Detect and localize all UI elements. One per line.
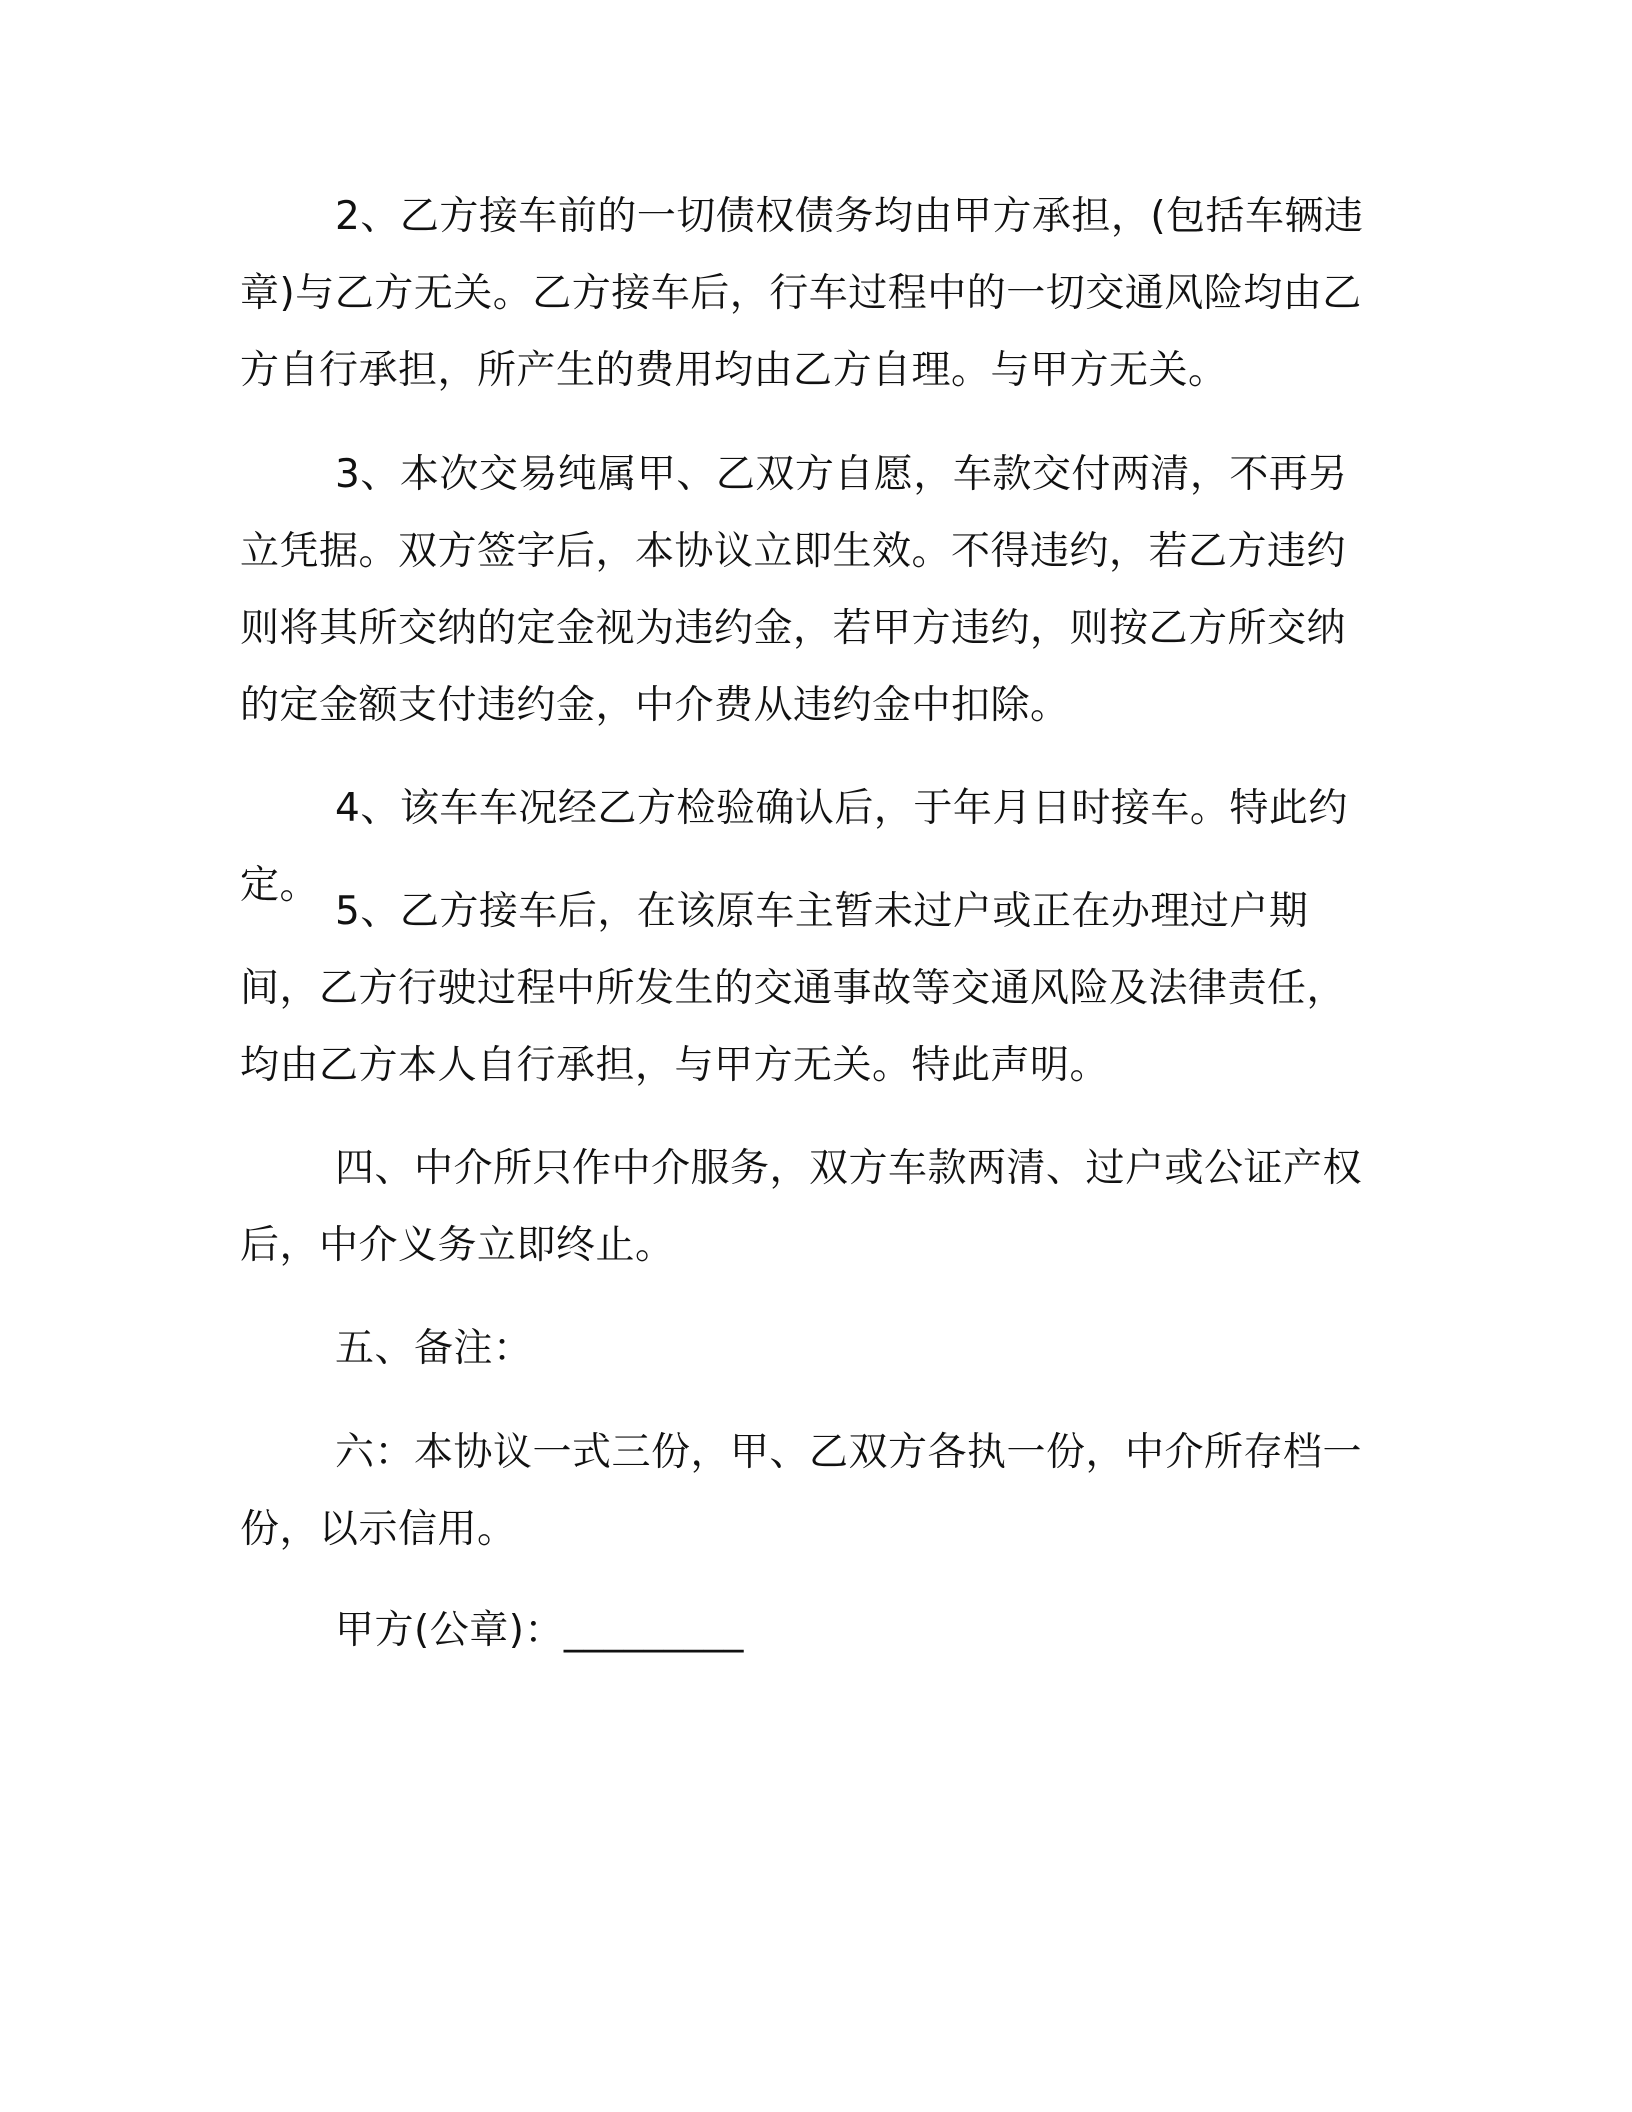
- party-a-signature-line: 甲方(公章)：_________: [335, 1608, 744, 1653]
- clause-5-paragraph: 5、乙方接车后，在该原车主暂未过户或正在办理过户期间，乙方行驶过程中所发生的交通事故等交通风险及法律责任，均由乙方本人自行承担，与甲方无关。特此声明。: [240, 889, 1347, 1088]
- clause-4-paragraph: 4、该车车况经乙方检验确认后，于年月日时接车。特此约定。: [240, 786, 1348, 908]
- section-4-paragraph: 四、中介所只作中介服务，双方车款两清、过户或公证产权后，中介义务立即终止。: [240, 1146, 1363, 1268]
- section-5-remarks: 五、备注：: [335, 1326, 533, 1371]
- section-6-paragraph: 六：本协议一式三份，甲、乙双方各执一份，中介所存档一份，以示信用。: [240, 1430, 1363, 1552]
- clause-3-paragraph: 3、本次交易纯属甲、乙双方自愿，车款交付两清，不再另立凭据。双方签字后，本协议立即生效。不得违约，若乙方违约则将其所交纳的定金视为违约金，若甲方违约，则按乙方所交纳的定金额支付违约金，中介费从违约金中扣除。: [240, 452, 1348, 728]
- clause-2-paragraph: 2、乙方接车前的一切债权债务均由甲方承担，(包括车辆违章)与乙方无关。乙方接车后，行车过程中的一切交通风险均由乙方自行承担，所产生的费用均由乙方自理。与甲方无关。: [240, 194, 1364, 393]
